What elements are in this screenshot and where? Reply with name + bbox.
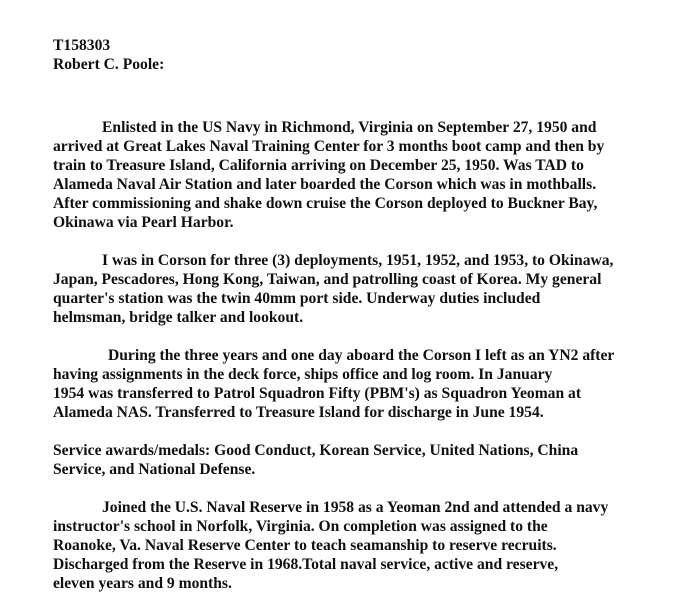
paragraph-reserve	[53, 498, 614, 593]
paragraph-assignments	[53, 346, 614, 422]
paragraph-enlistment	[53, 118, 614, 232]
text-line: having assignments in the deck force, ships office and log room. In January	[53, 366, 553, 383]
text-line: After commissioning and shake down cruise the Corson deployed to Buckner Bay,	[53, 195, 598, 212]
text-line: Discharged from the Reserve in 1968.Total naval service, active and reserve,	[53, 556, 559, 573]
spacer	[53, 422, 614, 441]
text-line: helmsman, bridge talker and lookout.	[53, 309, 304, 326]
text-line: train to Treasure Island, California arriving on December 25, 1950. Was TAD to	[53, 157, 584, 174]
text-line: I was in Corson for three (3) deployments, 1951, 1952, and 1953, to Okinawa,	[102, 252, 614, 269]
text-line: Roanoke, Va. Naval Reserve Center to teach seamanship to reserve recruits.	[53, 537, 557, 554]
spacer	[53, 327, 614, 346]
document-body	[53, 36, 614, 593]
text-line: Japan, Pescadores, Hong Kong, Taiwan, and patrolling coast of Korea. My general	[53, 271, 602, 288]
document-id: T158303	[53, 37, 111, 54]
text-line: Service, and National Defense.	[53, 461, 256, 478]
text-line: Enlisted in the US Navy in Richmond, Virginia on September 27, 1950 and	[102, 119, 597, 136]
text-line: arrived at Great Lakes Naval Training Center for 3 months boot camp and then by	[53, 138, 605, 155]
paragraph-awards	[53, 441, 614, 479]
person-name: Robert C. Poole:	[53, 56, 165, 73]
text-line: Service awards/medals: Good Conduct, Korean Service, United Nations, China	[53, 442, 579, 459]
spacer	[53, 232, 614, 251]
text-line: eleven years and 9 months.	[53, 575, 232, 592]
text-line: instructor's school in Norfolk, Virginia. On completion was assigned to the	[53, 518, 548, 535]
text-line: Alameda NAS. Transferred to Treasure Island for discharge in June 1954.	[53, 404, 544, 421]
spacer	[53, 74, 614, 118]
text-line: During the three years and one day aboard the Corson I left as an YN2 after	[108, 347, 615, 364]
text-line: Okinawa via Pearl Harbor.	[53, 214, 234, 231]
text-line: quarter's station was the twin 40mm port side. Underway duties included	[53, 290, 541, 307]
text-line: Alameda Naval Air Station and later boarded the Corson which was in mothballs.	[53, 176, 597, 193]
paragraph-deployments	[53, 251, 614, 327]
text-line: Joined the U.S. Naval Reserve in 1958 as a Yeoman 2nd and attended a navy	[102, 499, 609, 516]
text-line: 1954 was transferred to Patrol Squadron Fifty (PBM's) as Squadron Yeoman at	[53, 385, 582, 402]
spacer	[53, 479, 614, 498]
